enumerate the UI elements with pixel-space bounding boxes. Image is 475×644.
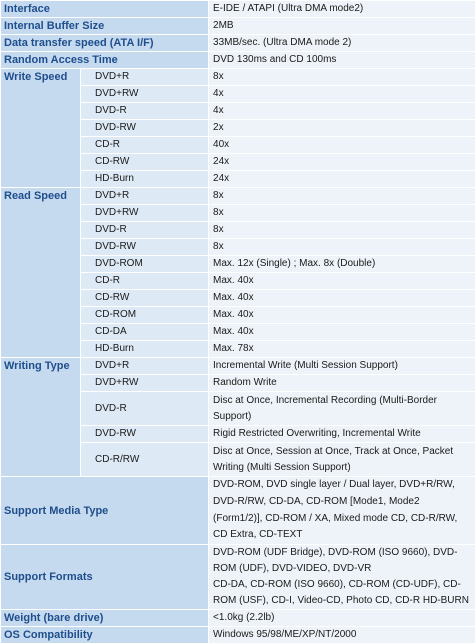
read-speed-row [1, 188, 475, 205]
media-name: DVD-RW [81, 120, 209, 137]
os-value: Windows 95/98/ME/XP/NT/2000 [209, 627, 475, 644]
media-name: HD-Burn [81, 341, 209, 358]
media-value: 24x [209, 154, 475, 171]
spec-value: E-IDE / ATAPI (Ultra DMA mode2) [209, 1, 475, 18]
media-name: CD-RW [81, 154, 209, 171]
media-name: CD-R/RW [81, 443, 209, 477]
media-value: 8x [209, 188, 475, 205]
spec-label: Data transfer speed (ATA I/F) [1, 35, 209, 52]
value-line: Disc at Once, Session at Once, Track at Once, Packet [213, 444, 475, 460]
support-media-value [209, 477, 475, 545]
weight-label: Weight (bare drive) [1, 610, 209, 627]
support-formats-row [1, 545, 475, 610]
value-line: ROM (USF), CD-I, Video-CD, Photo CD, CD-R HD-BURN [213, 593, 475, 609]
spec-label: Interface [1, 1, 209, 18]
media-name: CD-R [81, 273, 209, 290]
media-name: DVD-R [81, 222, 209, 239]
writing-type-row [1, 358, 475, 375]
media-value: 4x [209, 103, 475, 120]
os-label: OS Compatibility [1, 627, 209, 644]
media-value: Max. 12x (Single) ; Max. 8x (Double) [209, 256, 475, 273]
media-value: Max. 40x [209, 307, 475, 324]
support-formats-label: Support Formats [1, 545, 209, 610]
spec-value: DVD 130ms and CD 100ms [209, 52, 475, 69]
spec-value: 33MB/sec. (Ultra DMA mode 2) [209, 35, 475, 52]
media-name: DVD+R [81, 69, 209, 86]
media-value: 40x [209, 137, 475, 154]
value-line: Incremental Write (Multi Session Support) [213, 358, 475, 374]
media-value [209, 443, 475, 477]
weight-row [1, 610, 475, 627]
media-value [209, 375, 475, 392]
support-formats-value [209, 545, 475, 610]
write-speed-row [1, 69, 475, 86]
spec-label: Random Access Time [1, 52, 209, 69]
value-line: Random Write [213, 375, 475, 391]
media-value: 4x [209, 86, 475, 103]
media-name: DVD+RW [81, 86, 209, 103]
media-name: DVD+RW [81, 375, 209, 392]
value-line: CD Extra, CD-TEXT [213, 527, 475, 544]
media-value: 2x [209, 120, 475, 137]
writing-type-label: Writing Type [1, 358, 81, 477]
value-line: DVD-ROM (UDF Bridge), DVD-ROM (ISO 9660), DVD- [213, 545, 475, 561]
media-value: Max. 40x [209, 273, 475, 290]
media-name: CD-R [81, 137, 209, 154]
media-name: DVD-ROM [81, 256, 209, 273]
value-line: DVD-ROM, DVD single layer / Dual layer, DVD+R/RW, [213, 477, 475, 494]
support-media-row [1, 477, 475, 545]
value-line: Disc at Once, Incremental Recording (Multi-Border [213, 393, 475, 409]
support-media-label: Support Media Type [1, 477, 209, 545]
spec-row-access-time [1, 52, 475, 69]
spec-row-buffer [1, 18, 475, 35]
media-name: DVD-R [81, 103, 209, 120]
media-name: DVD+RW [81, 205, 209, 222]
value-line: ROM (UDF), DVD-VIDEO, DVD-VR [213, 561, 475, 577]
media-name: DVD-RW [81, 426, 209, 443]
media-value [209, 426, 475, 443]
value-line: Rigid Restricted Overwriting, Incremental Write [213, 426, 475, 442]
media-name: DVD-R [81, 392, 209, 426]
value-line: Writing (Multi Session Support) [213, 460, 475, 476]
media-name: HD-Burn [81, 171, 209, 188]
spec-row-interface [1, 1, 475, 18]
value-line: (Form1/2)], CD-ROM / XA, Mixed mode CD, CD-R/RW, [213, 511, 475, 528]
media-name: DVD+R [81, 358, 209, 375]
value-line: DVD-R/RW, CD-DA, CD-ROM [Mode1, Mode2 [213, 494, 475, 511]
spec-row-transfer-speed [1, 35, 475, 52]
media-name: CD-DA [81, 324, 209, 341]
media-value: 8x [209, 69, 475, 86]
media-value: Max. 40x [209, 290, 475, 307]
media-value: 8x [209, 239, 475, 256]
value-line: Support) [213, 409, 475, 425]
media-value: Max. 40x [209, 324, 475, 341]
value-line: CD-DA, CD-ROM (ISO 9660), CD-ROM (CD-UDF), CD- [213, 577, 475, 593]
media-value: 8x [209, 222, 475, 239]
write-speed-label: Write Speed [1, 69, 81, 188]
os-row [1, 627, 475, 644]
media-value: 8x [209, 205, 475, 222]
media-value: Max. 78x [209, 341, 475, 358]
weight-value: <1.0kg (2.2lb) [209, 610, 475, 627]
media-value [209, 358, 475, 375]
media-name: CD-RW [81, 290, 209, 307]
media-value [209, 392, 475, 426]
media-name: CD-ROM [81, 307, 209, 324]
spec-value: 2MB [209, 18, 475, 35]
spec-label: Internal Buffer Size [1, 18, 209, 35]
media-value: 24x [209, 171, 475, 188]
media-name: DVD+R [81, 188, 209, 205]
read-speed-label: Read Speed [1, 188, 81, 358]
media-name: DVD-RW [81, 239, 209, 256]
